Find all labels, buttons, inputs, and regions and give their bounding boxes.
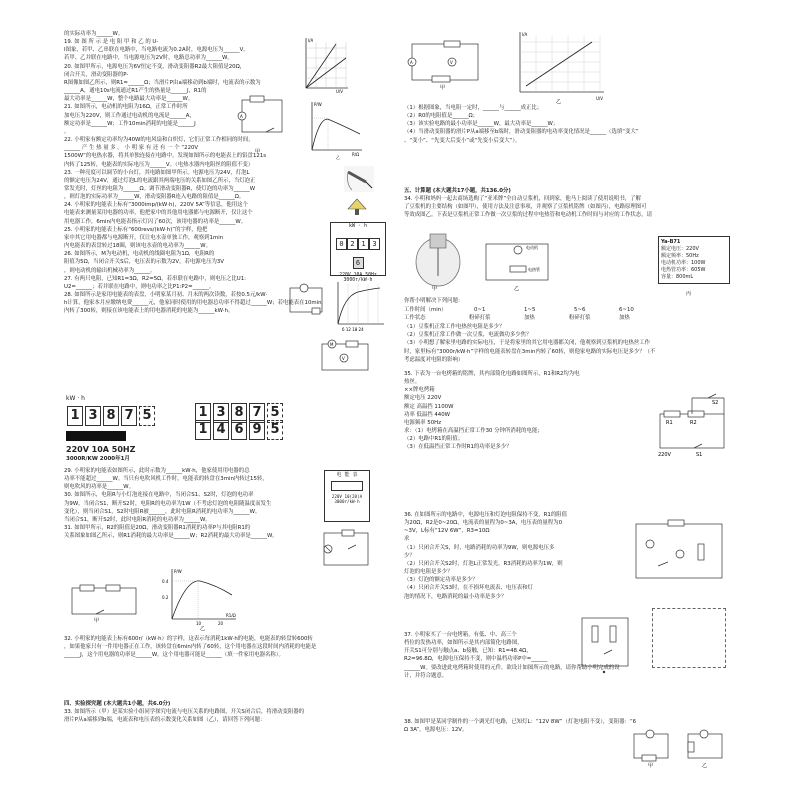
q35-line-7: 求：（1）电烤箱在高温挡正常工作30 分钟所消耗的电能； — [404, 428, 543, 435]
left-line-24: 25. 小明家的电能表上标有“600revs/(kW·h)”的字样，他把 — [64, 226, 208, 233]
left-line-28: 阻值为5Ω，当闭合开关S后，电压表的示数为2V，若电源电压为3V — [64, 259, 224, 266]
right-line-4: 、“变小”、“先变大后变小”或“先变小后变大”）。 — [404, 137, 521, 144]
q38-caption-right: 乙 — [702, 763, 708, 768]
left-line-1: 19. 如 图 所 示 是 电 阻 甲 和 乙 的 U- — [64, 39, 159, 46]
left-line-34: 内转了300转，则接在该电能表上的用电器消耗的电能为______kW·h。 — [64, 308, 234, 315]
meter-q22-digit-0: 0 — [336, 238, 347, 250]
q23-ticks: 6 12 18 24 — [342, 327, 364, 332]
q35-line-3: 额定电压 220V — [404, 395, 442, 402]
q37-line-3: R2=96.8Ω，电源电压保持不变，则中温档功率P中=______ — [404, 656, 548, 663]
meter-q29 — [324, 470, 370, 522]
q35-voltage: 220V — [658, 452, 671, 458]
q36-line-0: 36. 在如图所示的电路中，电源电压和灯泡电阻保持不变，R1的阻值 — [404, 512, 568, 518]
left2-line-7: 31. 如图甲所示，R2的阻值是20Ω，滑动变阻器R1消耗的功率P与其电阻R1的 — [64, 525, 251, 532]
q36-line-3: 求 — [404, 536, 410, 543]
q37-line-5: 计，并符合题意。 — [404, 672, 448, 679]
q34-line-1: 34. 小明和妈妈一起去商场选购了“亚米牌”全自动豆浆机，回到家，他马上阅读了使用说明书，了解 — [404, 196, 641, 203]
right-line-1: （2）R0的电阻值是______Ω； — [404, 113, 479, 120]
q19-graph — [300, 36, 350, 94]
meter-q22-rev: 3000r/kW·h — [343, 278, 373, 283]
q35-line-6: 电源频率 50Hz — [404, 419, 442, 426]
section-5-title: 五、计算题 (本大题共17小题，共136.0分) — [404, 188, 511, 194]
q36-line-6: （2）只闭合开关S2时，灯泡L正常发光，R3消耗的功率为1W，则 — [404, 560, 563, 567]
q35-line-2: ××牌电烤箱 — [404, 387, 435, 394]
q34-th-1: 0~1 — [474, 307, 486, 313]
nameplate-row-1: 额定频率：50Hz — [661, 253, 699, 259]
q34-th-2: 1~5 — [524, 307, 536, 313]
q34-td-1: 粉碎打浆 — [469, 315, 491, 321]
q36-circuit — [628, 514, 728, 586]
left-line-23: 用电器工作，6min内电能表指示灯闪了60次，该用电器的功率是______W。 — [64, 218, 247, 225]
meter-q28-c-4: 5 — [267, 403, 283, 423]
q19-xlabel: U/V — [336, 89, 344, 94]
q38-circuit-b — [682, 728, 728, 768]
meter-q28-r2-1: 4 — [213, 420, 229, 440]
meter-q28-row1 — [66, 404, 186, 427]
meter-q28-r1-3: 7 — [121, 406, 137, 426]
q31-v1: 0.2 — [162, 595, 169, 600]
left-line-12: 。 — [64, 128, 70, 135]
q36-line-5: 少？ — [404, 552, 415, 559]
svg-text:V: V — [450, 60, 453, 65]
q34-after-line-0: 你帮小明解决下列问题： — [404, 298, 464, 304]
left3-line-0: 32. 小明家的电能表上标有600r/（kW·h）的字样，这表示每消耗1kW·h的电能，电能表的转盘转600转 — [64, 636, 313, 642]
q37-line-0: 37. 小明家买了一台电烤箱，有低、中、高三个 — [404, 632, 517, 638]
q36-line-7: 灯泡的电阻是多少？ — [404, 569, 453, 576]
q20-xlabel: R/Ω — [352, 152, 360, 157]
meter-q22-digit-3: 3 — [369, 238, 380, 250]
meter-q28-r1-1: 3 — [85, 406, 101, 426]
q34-caption-left: 甲 — [432, 286, 438, 292]
q33-graph — [512, 30, 608, 104]
q34-after-line-4: 时，家里标有“3000r/kW·h”字样的电能表转盘在3min内转了60转，则他家电路的实际电压是多少？（不 — [404, 348, 656, 355]
q20-caption-left: 甲 — [255, 149, 261, 155]
right-line-0: （1）根据图象，当电阻一定时，______与______成正比； — [404, 105, 543, 111]
meter-q28-c-0: 1 — [195, 403, 211, 423]
left-line-5: 闭合开关，滑动变阻器的P- — [64, 71, 129, 78]
q34-td-0: 工作状态 — [404, 315, 426, 321]
left2-line-2: 则电吹风的功率是______W。 — [64, 484, 135, 491]
svg-text:A: A — [410, 60, 413, 65]
q35-line-9: （3）在低温挡正常工作时R1的功率是多少？ — [404, 444, 512, 451]
q35-s2: S2 — [712, 400, 719, 406]
q38-caption-left: 甲 — [648, 763, 654, 768]
left-line-18: 的额定电压为24V，通过灯泡L的电流跟其两端电压的关系如图乙所示，当灯泡正 — [64, 177, 256, 184]
left-line-7: ______A，通电10s电流通过R1产生的热量是______J，R1的 — [64, 88, 207, 95]
left-line-22: 电能表来测量某用电器的功率，他把家中的其他用电器都与电源断开，仅让这个 — [64, 210, 253, 217]
q34-td-4: 加热 — [619, 315, 630, 321]
q31-graph — [160, 565, 240, 631]
q20-graph — [306, 100, 366, 160]
left-line-2: I图象，若甲、乙串联在电路中，当电路电流为0.2A时，电源电压为______V。 — [64, 47, 249, 54]
q31-caption-right: 乙 — [200, 626, 206, 631]
section-4 — [64, 696, 394, 724]
left-line-11: 额定功率是______W；工作10min消耗的电能是______J — [64, 120, 196, 127]
q38-line-1: Ω 3A”，电源电压：12V。 — [404, 727, 468, 734]
left-line-13: 22. 小明家有额定功率均为40W的电风扇和白炽灯，它们正常工作相同的时间， — [64, 137, 254, 144]
left-line-33: h计算，他家本月应缴纳电费______元，他家同时使用的用电器总功率不得超过______W；若电能表在10min — [64, 300, 322, 307]
q37-line-2: 开关S1可分别与触点a、b接触，已知：R1=48.4Ω， — [404, 648, 532, 655]
left-line-10: 加电压为220V，则工作通过电动机的电流是______A， — [64, 112, 195, 119]
nameplate-brand: Ya-B71 — [661, 239, 681, 245]
nameplate-row-3: 电热管功率：605W — [661, 267, 706, 273]
q35-line-1: 热丝。 — [404, 379, 421, 386]
q36-line-4: （1）只闭合开关S，时，电路消耗的功率为9W，则电源电压多 — [404, 544, 555, 551]
q33-xlabel: U/V — [596, 96, 604, 101]
q20-circuit — [236, 92, 288, 142]
q36-line-1: 为20Ω，R2是0~20Ω，电流表的量程为0~3A，电压表的量程为0 — [404, 520, 562, 527]
q31-caption-left: 甲 — [94, 618, 100, 624]
q33-circuit — [404, 36, 484, 90]
q34-after-line-5: 考虑温度对电阻的影响） — [404, 356, 464, 363]
q34-table-row — [404, 314, 734, 322]
q23-lamp-image — [344, 197, 370, 217]
meter-q28-rating: 220V 10A 50HZ — [66, 445, 136, 454]
q20-caption-right: 乙 — [336, 155, 340, 160]
meter-q28-rev: 3000R/KW 2000年1月 — [66, 456, 130, 462]
meter-q28-row1-copy — [194, 401, 284, 424]
q19-ylabel: I/A — [308, 38, 314, 43]
left-line-8: 最大功率是______W，整个电路最大功率是______W。 — [64, 96, 194, 103]
q34-table — [404, 306, 734, 322]
q34-th-0: 工作时间（min） — [404, 307, 447, 313]
q34-nameplate — [658, 236, 730, 284]
left3-line-2: ______J，这个用电器的功率是______W，这个用电器可能是______（填一件家用电器名称）。 — [64, 652, 284, 659]
left-line-17: 23. 一种亮度可以调节的小台灯，其电路如图甲所示。电源电压为24V，灯泡L — [64, 169, 250, 176]
q34-circuit — [478, 236, 558, 292]
nameplate-row-4: 容量：800mL — [661, 274, 694, 280]
left-line-0: 的实际功率为______W。 — [64, 31, 124, 37]
q31-v0: 0.4 — [162, 579, 169, 584]
svg-text:A: A — [240, 114, 243, 119]
left2-line-6: 当闭合S1，断开S2时，此时电阻R消耗的电功率为______W。 — [64, 516, 211, 523]
meter-q22-title: kW · h — [348, 223, 368, 229]
q36-line-9: （4）只闭合开关S3时，在不损坏电流表、电压表和灯 — [404, 585, 533, 592]
q34-caption-right: 丙 — [686, 291, 692, 297]
meter-q22-digit-4: 6 — [353, 257, 364, 269]
q20-ylabel: P/W — [314, 102, 322, 107]
left2-line-3: 30. 如图所示，电阻R与小灯泡连接在电路中，当闭合S1、S2时，灯泡的电功率 — [64, 492, 254, 499]
left-line-25: 家中其它用电器都与电源断开，仅让电水壶单独工作，观察到1min — [64, 234, 224, 241]
q34-soymilk-machine-image — [408, 226, 466, 292]
q34-after-line-1: （1）豆浆机正常工作电热丝电阻是多少？ — [404, 324, 505, 331]
left2-line-1: 功率不能超过______W。当只有电吹风机工作时，电能表的转盘在3min内转过15转， — [64, 476, 268, 483]
meter-q28-c-3: 7 — [249, 403, 265, 423]
left-line-30: 27. 有两只电阻，已知R1=3Ω，R2=5Ω，若串联在电路中，则电压之比U1: — [64, 275, 246, 282]
q33-line-1: 33. 如图所示（甲）是某实验小组同学探究电流与电压关系的电路图，开关S闭合后，将滑动变阻器的 — [64, 709, 305, 716]
svg-text:V: V — [342, 356, 345, 361]
q31-v2: 10 — [196, 621, 202, 626]
q22-soldering-iron-image — [344, 166, 374, 192]
left-line-6: R图像如图乙所示，则R1=______Ω；当滑片P由a端移动到b端时，电流表的示数为 — [64, 79, 261, 86]
meter-q22 — [330, 222, 386, 283]
left-line-21: 24. 小明家的电能表上标有“3000imp/(kW·h)，220V 5A”等信息，他用这个 — [64, 202, 248, 209]
q38-circuit-a — [628, 728, 674, 768]
q37-design-box — [652, 608, 726, 668]
meter-q29-rev: 3000r/kW·h — [334, 499, 360, 504]
left2-line-5: 变化），则当闭合S1，S2时电阻R被______，此时电阻R消耗的电功率为______W。 — [64, 508, 261, 515]
q34-after-line-2: （2）豆浆机正常工作做一次豆浆，电流做功多少焦？ — [404, 332, 532, 339]
left-line-31: U2=______；若并联在电路中，则电功率之比P1:P2=______。 — [64, 283, 215, 290]
q36-line-10: 泡的情况下，电路消耗的最小功率是多少？ — [404, 593, 507, 600]
left-line-14: ______ 产 生 热 量 多 。 小 明 家 有 还 有 一 个 “220V — [64, 145, 199, 152]
q34-label-motor: 电动机 — [526, 245, 538, 250]
q26-circuit — [318, 338, 374, 374]
q34-td-3: 粉碎打浆 — [569, 315, 591, 321]
q38-line-0: 38. 如图甲是某同学制作的一个调光灯电路，已知灯L：“12V 8W”（灯泡电阻不变），变阻器：“6 — [404, 719, 637, 725]
meter-q28-r1-2: 8 — [103, 406, 119, 426]
svg-text:M: M — [330, 342, 334, 347]
meter-q28-r2-2: 6 — [231, 420, 247, 440]
q37-circuit — [574, 610, 636, 676]
left-line-32: 28. 如图所示是家用电能表的表盘，小明家某月初、月末的两次读数，若按0.5元/kW· — [64, 292, 268, 298]
q34-line-2: 了豆浆机的主要结构（如图甲），使用方法及注意事项，并观察了豆浆机铭牌（如图丙），电路原理图可 — [404, 204, 647, 211]
q34-caption-mid: 乙 — [514, 286, 520, 292]
q35-line-8: （2）电路中R1的阻值； — [404, 436, 464, 443]
meter-q22-digits — [331, 231, 385, 269]
q35-s1: S1 — [696, 452, 703, 458]
q34-label-heater: 电热管 — [528, 267, 540, 272]
q37-line-1: 档位的发热功率，如图所示是其内部简化电路图， — [404, 640, 523, 647]
q35-line-4: 额定 高温挡 1100W — [404, 403, 454, 410]
left-line-16: 内转了125转，电能表的实际电压为______V。（电热水器内电阻丝的阻值不变） — [64, 161, 254, 168]
nameplate-row-2: 电动机功率：100W — [661, 260, 706, 266]
q35-line-5: 功率 低温挡 440W — [404, 411, 450, 418]
q23-graph — [332, 280, 386, 332]
left-line-15: 1500W”的电热水器，将其单独连接在电路中，发现如图所示的电能表上的铝盘121s — [64, 153, 267, 160]
left-line-9: 21. 如图所示，电动机的电阻为16Ω，正常工作时所 — [64, 104, 188, 111]
left2-line-0: 29. 小明家的电能表如图所示，此时示数为______kW·h，他家使用用电器的总 — [64, 468, 250, 474]
meter-q28-r1-4: 5 — [139, 406, 155, 426]
meter-q28-dial — [66, 431, 126, 441]
q34-td-2: 加热 — [524, 315, 535, 321]
q33-caption: 乙 — [556, 99, 562, 104]
right-column-q33 — [404, 104, 734, 145]
section-4-title: 四、实验探究题 (本大题共1小题，共6.0分) — [64, 701, 171, 707]
q36-line-2: ~3V，L标有“12V 6W”，R3=10Ω — [404, 528, 490, 535]
q35-r2: R2 — [690, 420, 697, 426]
left-line-26: 内电能表的表盘转过18圈，则该电水壶的电功率为______W。 — [64, 243, 211, 250]
left-column-3 — [64, 635, 394, 659]
q34-th-3: 5~6 — [574, 307, 586, 313]
meter-q28-r2-4: 5 — [267, 420, 283, 440]
q34-line-3: 等效成图乙。下表是豆浆机正常工作做一次豆浆的过程中电热管和电动机工作时间与对应的工作状态，请 — [404, 212, 652, 219]
q33-ylabel: I/A — [522, 32, 528, 37]
meter-q28 — [66, 395, 186, 471]
q34-table-header — [404, 306, 734, 314]
left-line-20: ，则灯泡的实际功率为______W，滑动变阻器R连入电路的阻值是______Ω。 — [64, 194, 245, 201]
q31-xlabel: R1/Ω — [226, 613, 236, 618]
meter-q28-c-2: 8 — [231, 403, 247, 423]
left-line-27: 26. 如图所示，M为电动机，电动机的线圈电阻为1Ω，电阻R的 — [64, 251, 215, 258]
q31-circuit — [66, 580, 142, 624]
q35-r1: R1 — [666, 420, 673, 426]
meter-q29-rating: 220V 10(20)A — [331, 494, 363, 499]
left3-line-1: ，如果他家只有一件用电器正在工作，该转盘在6min内转了60转，这个用电器在这段时间内消耗的电能是 — [64, 644, 317, 651]
left2-line-8: 关系图象如图乙所示，则R1消耗的最大功率是______W；R2消耗的最大功率是______W。 — [64, 533, 278, 540]
meter-q28-r2-3: 9 — [249, 420, 265, 440]
meter-q28-r2-0: 1 — [195, 420, 211, 440]
q35-circuit — [652, 392, 732, 460]
meter-q29-window — [331, 481, 363, 491]
left-line-19: 常发光时，灯丝的电阻为______Ω。调节滑动变阻器R，使灯泡的功率为______W — [64, 185, 256, 192]
q36-line-8: （3）灯泡的额定功率是多少？ — [404, 577, 478, 584]
q31-v3: 20 — [218, 621, 224, 626]
q37-line-4: ______W。要改进此电烤箱时使用的元件，欲设计如图所示的电路，请你帮助小明完成的设 — [404, 664, 620, 671]
meter-q28-title: kW · h — [66, 395, 85, 402]
section-5 — [404, 183, 734, 220]
meter-q22-digit-1: 2 — [347, 238, 358, 250]
q35-line-0: 35. 下表为一台电烤箱的铭牌，其内部简化电路如图所示，R1和R2均为电 — [404, 371, 580, 377]
meter-q29-title: 电 能 表 — [336, 472, 358, 478]
q34-after-line-3: （3）小明想了解家里电路的实际电压，于是将家里的其它用电器都关闭，他观察到豆浆机的电热丝工作 — [404, 340, 651, 347]
meter-q28-r1-0: 1 — [67, 406, 83, 426]
q30-circuit — [318, 527, 374, 571]
q20-caption-left-fig — [250, 145, 270, 155]
meter-q28-c-1: 3 — [213, 403, 229, 423]
meter-q22-digit-2: 1 — [358, 238, 369, 250]
left-line-4: 20. 如图甲所示，电源电压为6V恒定不变，滑动变阻器R2最大阻值是20Ω， — [64, 63, 246, 70]
left-line-3: 若甲、乙并联在电路中，当电源电压为2V时，电路总功率为______W。 — [64, 55, 233, 62]
left2-line-4: 为9W，当闭合S1，断开S2时，电阻R的电功率为1W（不考虑灯泡的电阻随温度而发生 — [64, 500, 272, 507]
q34-th-4: 6~10 — [619, 307, 634, 313]
nameplate-row-0: 额定电压：220V — [661, 246, 699, 252]
q31-ylabel: P/W — [174, 569, 182, 574]
q33-line-2: 滑片P从a端移到b端，电流表和电压表的示数变化关系如图（乙），请回答下列问题： — [64, 717, 266, 724]
q23-circuit — [286, 282, 326, 318]
svg-text:甲: 甲 — [440, 85, 446, 90]
right-line-3: （4）当滑动变阻器的滑片P从a端移至b端时，滑动变阻器的电功率变化情况是______（选填“变大” — [404, 129, 639, 136]
right-line-2: （3）该实验电路的最小功率是______W，最大功率是______W； — [404, 121, 559, 128]
meter-q22-rating: 220V 10A 50Hz — [339, 273, 377, 278]
left-line-29: ，则电动机的输出机械功率为______。 — [64, 267, 156, 274]
